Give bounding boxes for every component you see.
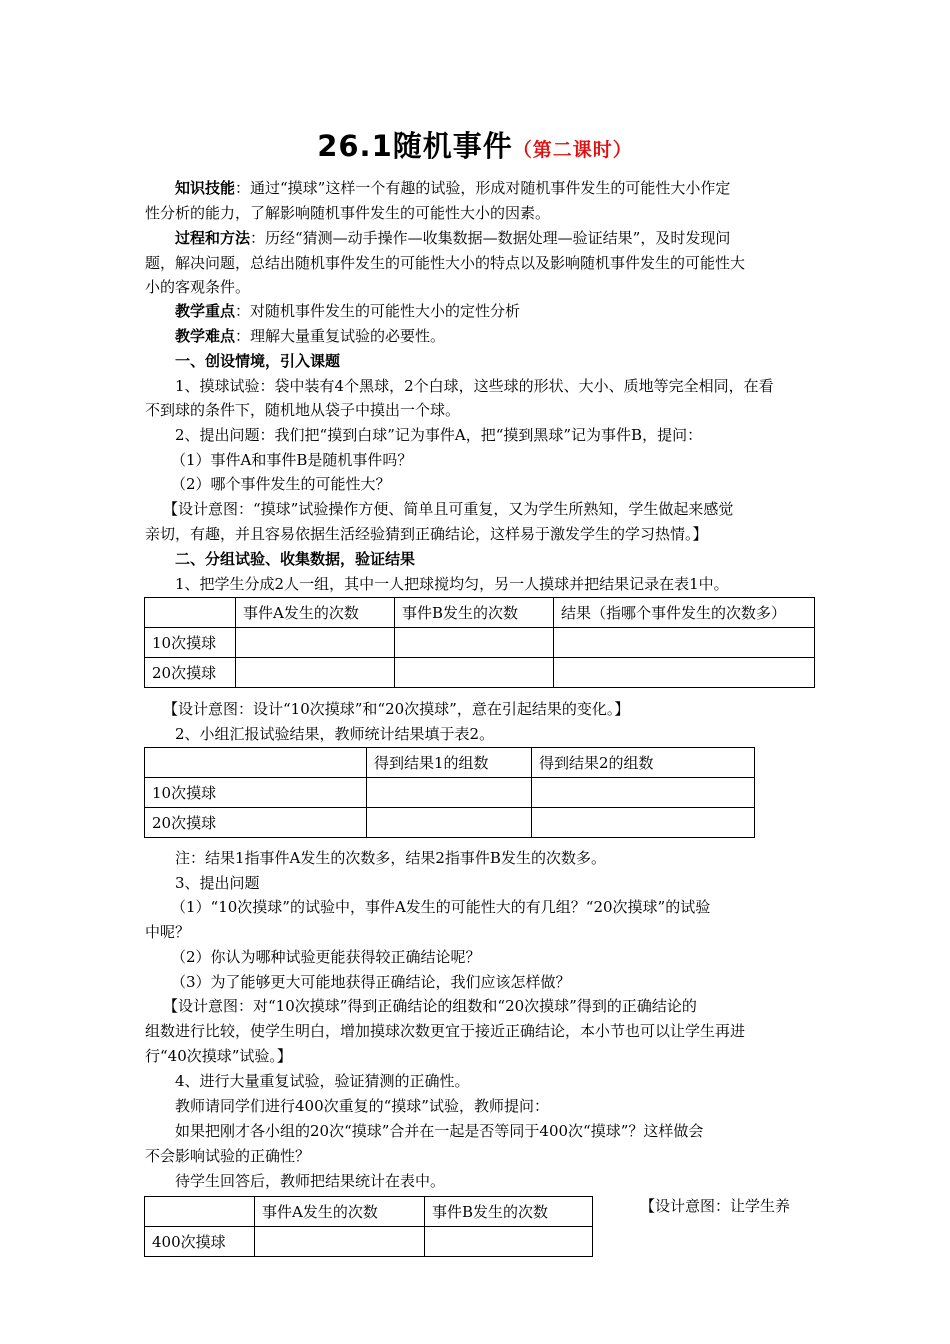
difficulty-line: 教学难点：理解大量重复试验的必要性。	[175, 327, 446, 345]
section1-p1-line1: 1、摸球试验：袋中装有4个黑球，2个白球，这些球的形状、大小、质地等完全相同，在看	[175, 377, 774, 395]
section2-p1: 1、把学生分成2人一组，其中一人把球搅均匀，另一人摸球并把结果记录在表1中。	[175, 575, 729, 593]
table-cell	[532, 808, 755, 838]
table-1-header-cell: 事件A发生的次数	[236, 598, 395, 628]
table-3	[144, 1196, 593, 1257]
table-row	[145, 658, 815, 688]
process-line-2: 题，解决问题，总结出随机事件发生的可能性大小的特点以及影响随机事件发生的可能性大	[145, 254, 746, 272]
title-main: 26.1随机事件	[317, 129, 513, 163]
table-row	[145, 778, 755, 808]
table-row	[145, 1227, 593, 1257]
table-cell: 20次摸球	[145, 808, 367, 838]
table-cell: 10次摸球	[145, 628, 236, 658]
section1-q2: （2）哪个事件发生的可能性大？	[171, 475, 391, 493]
table-2-header-row	[145, 748, 755, 778]
table-cell: 400次摸球	[145, 1227, 255, 1257]
side-design-note: 【设计意图：让学生养	[640, 1197, 791, 1215]
table-1-header-cell: 事件B发生的次数	[395, 598, 554, 628]
section2-q1-line1: （1）“10次摸球”的试验中，事件A发生的可能性大的有几组？“20次摸球”的试验	[171, 898, 711, 916]
focus-line: 教学重点：对随机事件发生的可能性大小的定性分析	[175, 302, 521, 320]
table-2-header-cell: 得到结果1的组数	[367, 748, 532, 778]
table-3-header-row	[145, 1197, 593, 1227]
section2-p3: 3、提出问题	[175, 874, 260, 892]
section2-note: 注：结果1指事件A发生的次数多，结果2指事件B发生的次数多。	[175, 849, 606, 867]
table-1-header-cell	[145, 598, 236, 628]
section2-q2: （2）你认为哪种试验更能获得较正确结论呢？	[171, 948, 481, 966]
section1-p2: 2、提出问题：我们把“摸到白球”记为事件A，把“摸到黑球”记为事件B，提问：	[175, 426, 703, 444]
section2-q3: （3）为了能够更大可能地获得正确结论，我们应该怎样做？	[171, 973, 571, 991]
table-cell: 10次摸球	[145, 778, 367, 808]
table-cell	[554, 628, 815, 658]
table-cell	[236, 658, 395, 688]
table-cell	[395, 628, 554, 658]
table-2	[144, 747, 755, 838]
section2-p4: 4、进行大量重复试验，验证猜测的正确性。	[175, 1072, 470, 1090]
section1-q1: （1）事件A和事件B是随机事件吗？	[171, 451, 413, 469]
table-cell	[554, 658, 815, 688]
table-1-header-cell: 结果（指哪个事件发生的次数多）	[554, 598, 815, 628]
table-cell	[395, 658, 554, 688]
table-3-header-cell: 事件B发生的次数	[425, 1197, 593, 1227]
section1-p1-line2: 不到球的条件下，随机地从袋子中摸出一个球。	[145, 401, 461, 419]
section2-heading: 二、分组试验、收集数据，验证结果	[175, 550, 416, 568]
table-2-header-cell: 得到结果2的组数	[532, 748, 755, 778]
section2-q1-line2: 中呢？	[145, 923, 191, 941]
section2-p6-line2: 不会影响试验的正确性？	[145, 1147, 311, 1165]
table-cell: 20次摸球	[145, 658, 236, 688]
table-cell	[367, 778, 532, 808]
table-1	[144, 597, 815, 688]
process-line-1: 过程和方法：历经“猜测—动手操作—收集数据—数据处理—验证结果”，及时发现问	[175, 229, 731, 247]
table-cell	[236, 628, 395, 658]
skills-line-2: 性分析的能力，了解影响随机事件发生的可能性大小的因素。	[145, 204, 551, 222]
title-subtitle: （第二课时）	[512, 139, 633, 161]
table-cell	[532, 778, 755, 808]
table-row	[145, 808, 755, 838]
table-3-header-cell	[145, 1197, 255, 1227]
table-2-header-cell	[145, 748, 367, 778]
table-3-header-cell: 事件A发生的次数	[255, 1197, 425, 1227]
section2-intent2-line3: 行“40次摸球”试验。】	[145, 1047, 292, 1065]
table-cell	[367, 808, 532, 838]
section2-intent2-line2: 组数进行比较，使学生明白，增加摸球次数更宜于接近正确结论，本小节也可以让学生再进	[145, 1022, 746, 1040]
section1-heading: 一、创设情境，引入课题	[175, 352, 341, 370]
section2-intent2-line1: 【设计意图：对“10次摸球”得到正确结论的组数和“20次摸球”得到的正确结论的	[163, 997, 697, 1015]
table-1-header-row	[145, 598, 815, 628]
page-title	[0, 124, 950, 165]
section2-p2: 2、小组汇报试验结果，教师统计结果填于表2。	[175, 725, 495, 743]
section2-p5: 教师请同学们进行400次重复的“摸球”试验，教师提问：	[175, 1097, 549, 1115]
process-line-3: 小的客观条件。	[145, 278, 251, 296]
skills-line-1: 知识技能：通过“摸球”这样一个有趣的试验，形成对随机事件发生的可能性大小作定	[175, 179, 731, 197]
table-cell	[255, 1227, 425, 1257]
table-row	[145, 628, 815, 658]
table-cell	[425, 1227, 593, 1257]
section2-intent1: 【设计意图：设计“10次摸球”和“20次摸球”，意在引起结果的变化。】	[163, 700, 630, 718]
section1-intent-line2: 亲切，有趣，并且容易依据生活经验猜到正确结论，这样易于激发学生的学习热情。】	[145, 525, 708, 543]
section2-p7: 待学生回答后，教师把结果统计在表中。	[175, 1172, 446, 1190]
section1-intent-line1: 【设计意图：“摸球”试验操作方便、简单且可重复，又为学生所熟知，学生做起来感觉	[163, 500, 734, 518]
section2-p6-line1: 如果把刚才各小组的20次“摸球”合并在一起是否等同于400次“摸球”？这样做会	[175, 1122, 704, 1140]
